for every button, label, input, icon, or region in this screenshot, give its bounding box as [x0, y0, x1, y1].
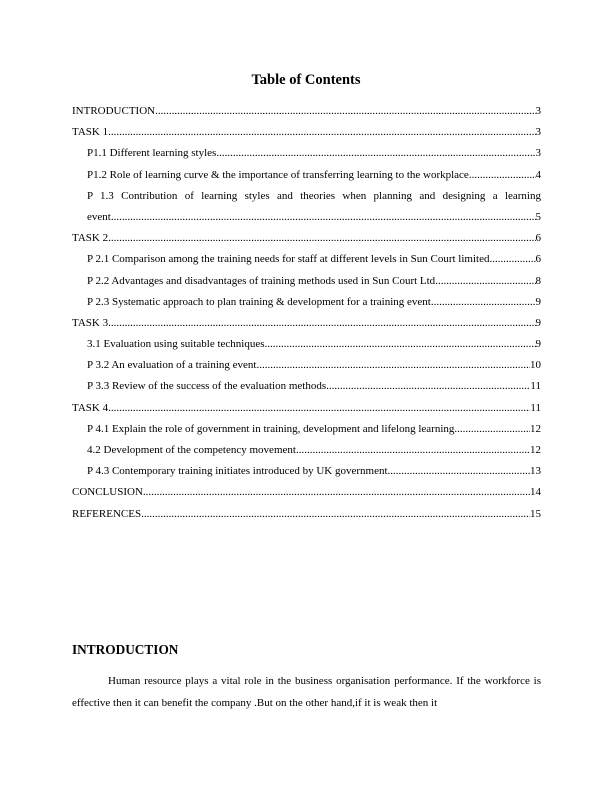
toc-entry-task-2[interactable]: [72, 228, 541, 249]
toc-title: Table of Contents: [251, 72, 361, 88]
toc-entry-label: P 2.2 Advantages and disadvantages of training methods used in Sun Court Ltd: [87, 274, 436, 287]
toc-entry-p1-3-line2[interactable]: [72, 207, 541, 228]
toc-dot-leader: [108, 313, 535, 334]
toc-entry-label: P1.2 Role of learning curve & the importance of transferring learning to the workplace: [87, 168, 469, 181]
toc-dot-leader: [296, 440, 530, 461]
toc-entry-label: P 2.1 Comparison among the training needs for staff at different levels in Sun Court limited.: [87, 253, 493, 266]
toc-entry-label: 4.2 Development of the competency movement: [87, 444, 296, 456]
toc-dot-leader: [454, 419, 530, 440]
toc-page-number: 15: [530, 507, 541, 520]
toc-entry-p4-1[interactable]: [72, 419, 541, 440]
toc-page-number: 8: [535, 274, 541, 287]
toc-dot-leader: [326, 376, 530, 397]
toc-dot-leader: [143, 482, 530, 503]
toc-entry-task-3[interactable]: [72, 313, 541, 334]
toc-page-number: 13: [530, 465, 541, 478]
toc-page-number: 11: [530, 401, 541, 414]
toc-entry-label: INTRODUCTION: [72, 105, 156, 117]
toc-page-number: 6: [535, 253, 541, 266]
toc-entry-label: CONCLUSION: [72, 486, 143, 499]
toc-entry-label: P 1.3 Contribution of learning styles and theories when planning and designing a learning: [87, 189, 541, 202]
toc-dot-leader: [435, 271, 535, 292]
toc-page-number: 6: [535, 232, 541, 245]
toc-dot-leader: [492, 249, 535, 270]
introduction-paragraph: Human resource plays a vital role in the business organisation performance. If the workforce is effective then it can benefit the company .But on the other hand,if it is weak then it: [72, 675, 541, 709]
toc-entry-introduction[interactable]: [72, 101, 541, 122]
toc-entry-label-continued: event: [87, 210, 111, 223]
toc-dot-leader: [256, 355, 530, 376]
toc-dot-leader: [216, 143, 535, 164]
toc-dot-leader: [155, 101, 535, 122]
toc-page-number: 10: [530, 359, 541, 372]
toc-page-number: 4: [535, 168, 541, 181]
toc-entry-p3-2[interactable]: [72, 355, 541, 376]
toc-dot-leader: [111, 207, 536, 228]
toc-entry-references[interactable]: [72, 504, 541, 525]
toc-dot-leader: [108, 122, 535, 143]
toc-entry-label: P 4.3 Contemporary training initiates introduced by UK government: [87, 465, 388, 478]
toc-entry-label: TASK 2: [72, 232, 109, 245]
toc-dot-leader: [388, 461, 530, 482]
toc-entry-label: P 2.3 Systematic approach to plan training & development for a training event: [87, 295, 431, 308]
toc-entry-label: TASK 1: [72, 126, 109, 139]
toc-entry-p1-2[interactable]: [72, 165, 541, 186]
toc-dot-leader: [108, 228, 535, 249]
toc-dot-leader: [141, 504, 530, 525]
toc-page-number: 12: [530, 444, 541, 456]
toc-page-number: 12: [530, 422, 541, 435]
toc-page-number: 3: [535, 147, 541, 160]
toc-page-number: 3: [535, 105, 541, 117]
toc-dot-leader: [431, 292, 536, 313]
toc-entry-p2-1[interactable]: [72, 249, 541, 270]
toc-entry-label: P1.1 Different learning styles: [87, 147, 217, 160]
table-of-contents: [72, 101, 541, 525]
toc-entry-p2-3[interactable]: [72, 292, 541, 313]
toc-entry-p1-3-line1[interactable]: [72, 186, 541, 207]
toc-entry-label: P 3.2 An evaluation of a training event: [87, 359, 257, 372]
toc-entry-task-1[interactable]: [72, 122, 541, 143]
toc-page-number: 3: [535, 126, 541, 139]
toc-entry-conclusion[interactable]: [72, 482, 541, 503]
toc-page-number: 9: [535, 316, 541, 329]
toc-page-number: 5: [535, 210, 541, 223]
introduction-heading: INTRODUCTION: [72, 642, 179, 657]
toc-entry-label: 3.1 Evaluation using suitable techniques: [87, 338, 265, 351]
toc-dot-leader: [108, 398, 530, 419]
toc-entry-p2-2[interactable]: [72, 271, 541, 292]
toc-page-number: 9: [535, 295, 541, 308]
toc-entry-label: TASK 3: [72, 316, 109, 329]
toc-dot-leader: [265, 334, 536, 355]
toc-page-number: 11: [530, 380, 541, 393]
toc-entry-label: TASK 4: [72, 401, 109, 414]
toc-entry-p4-3[interactable]: [72, 461, 541, 482]
toc-dot-leader: [469, 165, 536, 186]
toc-page-number: 14: [530, 486, 541, 499]
toc-entry-label: P 3.3 Review of the success of the evaluation methods: [87, 380, 327, 393]
toc-entry-label: REFERENCES: [72, 507, 142, 520]
toc-entry-4-2[interactable]: [72, 440, 541, 461]
toc-page-number: 9: [535, 338, 541, 351]
toc-entry-3-1[interactable]: [72, 334, 541, 355]
toc-entry-p3-3[interactable]: [72, 376, 541, 397]
toc-entry-label: P 4.1 Explain the role of government in training, development and lifelong learning: [87, 422, 455, 435]
toc-entry-p1-1[interactable]: [72, 143, 541, 164]
toc-entry-task-4[interactable]: [72, 398, 541, 419]
